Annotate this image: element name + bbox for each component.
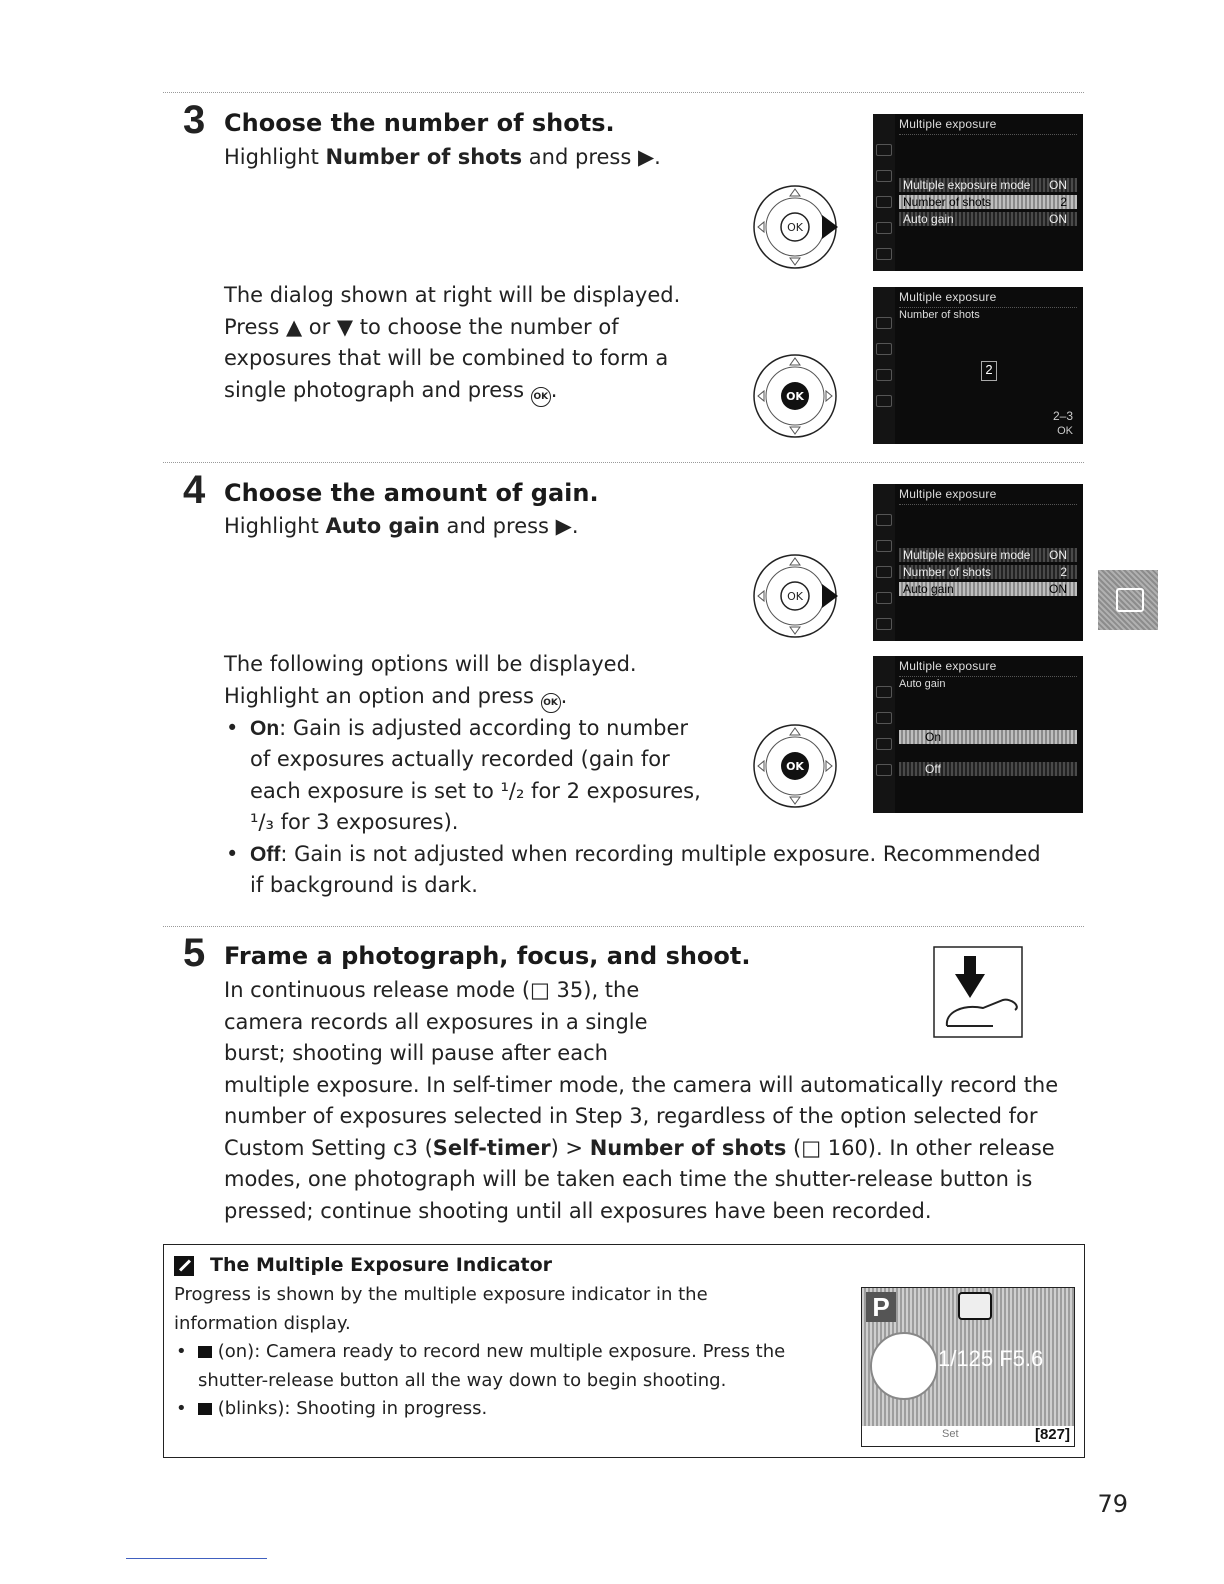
pencil-icon — [174, 1256, 194, 1276]
camera-auto-gain-screen: Multiple exposure Auto gain On Off — [873, 656, 1083, 813]
step-number: 4 — [183, 468, 206, 512]
step-number: 5 — [183, 931, 206, 975]
option-off: • Off: Gain is not adjusted when recording multiple exposure. Recommended — [224, 839, 1084, 871]
step-heading: Choose the number of shots. — [224, 109, 615, 137]
section-divider — [163, 92, 1084, 93]
step-heading: Choose the amount of gain. — [224, 479, 599, 507]
option-on: • On: Gain is adjusted according to number — [224, 713, 1084, 745]
option-row-highlighted: On — [899, 730, 1077, 744]
multi-selector-right-icon — [752, 552, 844, 640]
camera-menu-screen: Multiple exposure Multiple exposure mode ON Number of shots 2 Auto gain ON — [873, 114, 1083, 271]
camera-menu-screen: Multiple exposure Multiple exposure mode ON Number of shots 2 Auto gain ON — [873, 484, 1083, 641]
step-heading: Frame a photograph, focus, and shoot. — [224, 942, 751, 970]
step-description: The following options will be displayed. Highlight an option and press OK . • On: Gain is adjusted according to number of exposures actually recorded (gain for each exposure is set to ¹/₂ for 2 exposures, ¹/₃ for 3 exposures). • Off: Gain is not adjusted when recording multiple exposure. Recommended if background is dark. — [224, 649, 1084, 902]
menu-row: Auto gain ON — [899, 212, 1077, 226]
multiple-exposure-indicator-icon — [198, 1403, 212, 1415]
camera-number-of-shots-screen: Multiple exposure Number of shots 2 2–3 OK — [873, 287, 1083, 444]
note-title: The Multiple Exposure Indicator — [210, 1254, 553, 1276]
svg-text:OK: OK — [787, 221, 803, 234]
multiple-exposure-indicator-icon — [198, 1346, 212, 1358]
step-number: 3 — [183, 98, 206, 142]
menu-row: Multiple exposure mode ON — [899, 548, 1077, 562]
section-tab-icon — [1098, 570, 1158, 630]
multi-selector-right-icon — [752, 183, 844, 271]
note-box — [163, 1244, 1085, 1458]
menu-row: Multiple exposure mode ON — [899, 178, 1077, 192]
step-instruction: Highlight Number of shots and press ▶. — [224, 145, 661, 169]
section-divider — [163, 462, 1084, 463]
menu-row: Number of shots 2 — [899, 565, 1077, 579]
note-body: Progress is shown by the multiple exposure indicator in the information display. • (on): Camera ready to record new multiple exposure. Press the shutter-release button all the way down to begin shooting. • (blinks): Shooting in progress. — [174, 1281, 854, 1424]
step-description: In continuous release mode (□ 35), the camera records all exposures in a single burst; shooting will pause after each multiple exposure. In self-timer mode, the camera will automatically record the number of exposures selected in Step 3, regardless of the option selected for Custom Setting c3 (Self-timer) > Number of shots (□ 160). In other release modes, one photograph will be taken each time the shutter-release button is pressed; continue shooting until all exposures have been recorded. — [224, 978, 1059, 1223]
svg-text:OK: OK — [786, 390, 804, 403]
ok-button-icon: OK — [541, 693, 561, 713]
step-description: The dialog shown at right will be displayed. Press ▲ or ▼ to choose the number of exposures that will be combined to form a single photograph and press OK . — [224, 280, 744, 407]
svg-text:OK: OK — [787, 590, 803, 603]
ok-button-icon: OK — [531, 387, 551, 407]
step-instruction: Highlight Auto gain and press ▶. — [224, 514, 579, 538]
section-divider — [163, 926, 1084, 927]
svg-text:OK: OK — [786, 760, 804, 773]
information-display-screen: P 1/125 F5.6 Set [827] — [861, 1287, 1075, 1447]
footer-line — [126, 1558, 267, 1559]
menu-row-highlighted: Number of shots 2 — [899, 195, 1077, 209]
multi-selector-ok-icon — [752, 722, 844, 810]
shutter-release-press-icon — [933, 946, 1023, 1038]
page-number: 79 — [1097, 1490, 1128, 1518]
menu-row-highlighted: Auto gain ON — [899, 582, 1077, 596]
option-row: Off — [899, 762, 1077, 776]
multi-selector-ok-icon — [752, 352, 844, 440]
